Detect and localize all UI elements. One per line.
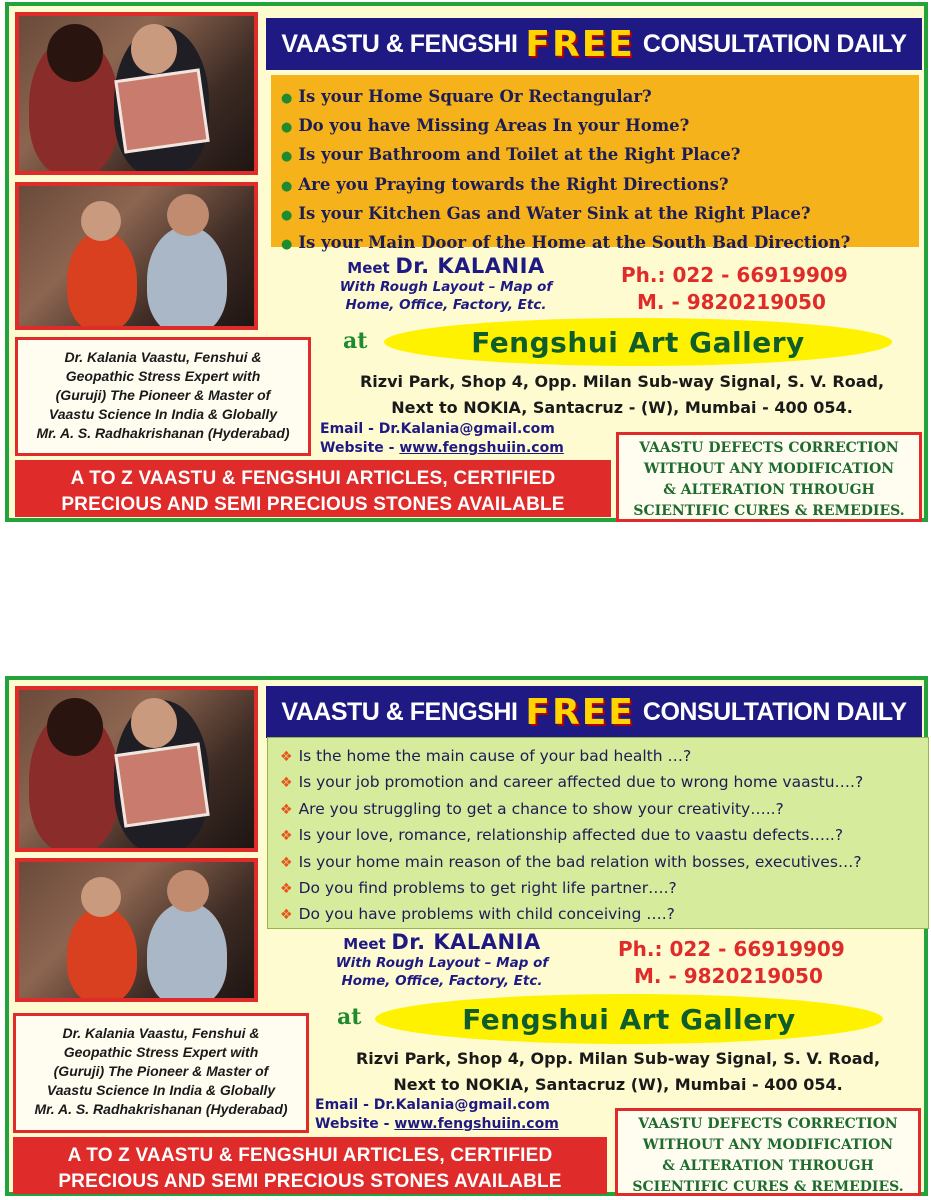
question-item	[281, 141, 919, 170]
defects-line: SCIENTIFIC CURES & REMEDIES.	[632, 1179, 904, 1195]
at-label: at	[343, 328, 368, 354]
articles-line: PRECIOUS AND SEMI PRECIOUS STONES AVAILABLE	[58, 1171, 562, 1192]
question-text: Do you have Missing Areas In your Home?	[298, 116, 690, 136]
articles-line: PRECIOUS AND SEMI PRECIOUS STONES AVAILABLE	[61, 494, 565, 515]
bio-box	[13, 1013, 309, 1133]
bullet-icon: ●	[281, 120, 293, 136]
bio-line: Mr. A. S. Radhakrishanan (Hyderabad)	[34, 1101, 288, 1117]
mobile-number: M. - 9820219050	[634, 964, 823, 988]
address-line-2: Next to NOKIA, Santacruz (W), Mumbai - 400 054.	[393, 1075, 843, 1094]
bullet-icon: ❖	[280, 775, 293, 792]
gallery-name: Fengshui Art Gallery	[375, 994, 883, 1044]
bullet-icon: ❖	[280, 749, 293, 765]
bullet-icon: ❖	[280, 907, 293, 924]
banner-text-pre: VAASTU & FENGSHI	[281, 697, 518, 726]
address-line-2: Next to NOKIA, Santacruz - (W), Mumbai - 400 054.	[391, 398, 853, 417]
defects-box	[615, 1108, 921, 1196]
bullet-icon: ❖	[280, 828, 293, 845]
doctor-name: Dr. KALANIA	[395, 254, 545, 278]
email-label: Email -	[315, 1097, 374, 1113]
question-item	[280, 797, 928, 823]
question-text: Are you struggling to get a chance to show your creativity…..?	[298, 799, 784, 818]
bio-line: (Guruji) The Pioneer & Master of	[55, 387, 271, 403]
bullet-icon: ❖	[280, 881, 293, 898]
bio-line: Mr. A. S. Radhakrishanan (Hyderabad)	[36, 425, 290, 441]
bio-box	[15, 337, 311, 456]
meet-sub-2: Home, Office, Factory, Etc.	[345, 297, 547, 313]
banner-free: FREE	[525, 691, 635, 733]
doctor-name: Dr. KALANIA	[391, 930, 541, 954]
question-item	[281, 83, 919, 112]
questions-box	[267, 737, 929, 929]
question-text: Do you find problems to get right life partner….?	[298, 879, 677, 898]
bullet-icon: ❖	[280, 801, 293, 818]
bio-line: Vaastu Science In India & Globally	[46, 1082, 276, 1098]
email-link[interactable]: Dr.Kalania@gmail.com	[378, 421, 555, 437]
email-link[interactable]: Dr.Kalania@gmail.com	[373, 1097, 550, 1113]
question-text: Do you have problems with child conceiving ….?	[298, 905, 675, 924]
bullet-icon: ●	[281, 149, 293, 165]
question-item	[281, 200, 919, 229]
address-line-1: Rizvi Park, Shop 4, Opp. Milan Sub-way Signal, S. V. Road,	[359, 372, 885, 391]
question-item	[280, 850, 928, 876]
question-text: Are you Praying towards the Right Directions?	[298, 174, 729, 194]
articles-line: A TO Z VAASTU & FENGSHUI ARTICLES, CERTIFIED	[70, 468, 556, 489]
bio-line: Vaastu Science In India & Globally	[48, 406, 278, 422]
contact-block	[315, 1096, 559, 1134]
meet-prefix: Meet	[343, 935, 386, 953]
consultation-banner	[266, 18, 922, 70]
question-item	[280, 876, 928, 902]
at-label: at	[337, 1004, 362, 1030]
question-text: Is your Kitchen Gas and Water Sink at the Right Place?	[298, 203, 811, 223]
banner-text-post: CONSULTATION DAILY	[642, 29, 907, 58]
question-text: Is your job promotion and career affected due to wrong home vaastu….?	[298, 773, 864, 792]
meet-sub-2: Home, Office, Factory, Etc.	[341, 973, 543, 989]
question-item	[280, 770, 928, 796]
question-item	[280, 744, 928, 770]
question-item	[281, 171, 919, 200]
meet-sub-1: With Rough Layout – Map of	[335, 955, 549, 971]
banner-text-post: CONSULTATION DAILY	[642, 697, 907, 726]
mobile-number: M. - 9820219050	[637, 290, 826, 314]
bullet-icon: ●	[281, 207, 293, 223]
phone-block	[621, 262, 848, 316]
questions-box	[271, 75, 919, 253]
address-line-1: Rizvi Park, Shop 4, Opp. Milan Sub-way Signal, S. V. Road,	[355, 1049, 881, 1068]
website-label: Website -	[320, 440, 400, 456]
photo-handshake	[15, 182, 258, 330]
defects-line: VAASTU DEFECTS CORRECTION	[638, 1116, 898, 1132]
phone-number: Ph.: 022 - 66919909	[618, 937, 845, 961]
address-block	[312, 1046, 924, 1098]
banner-text-pre: VAASTU & FENGSHI	[281, 29, 518, 58]
question-text: Is your Main Door of the Home at the South Bad Direction?	[298, 233, 851, 253]
defects-line: WITHOUT ANY MODIFICATION	[642, 1137, 894, 1153]
question-text: Is your home main reason of the bad relation with bosses, executives…?	[298, 852, 862, 871]
bullet-icon: ●	[281, 91, 293, 106]
meet-sub-1: With Rough Layout – Map of	[339, 279, 553, 295]
bullet-icon: ●	[281, 237, 293, 253]
articles-box	[13, 1137, 607, 1194]
consultation-banner	[266, 686, 922, 738]
question-item	[280, 823, 928, 849]
defects-line: & ALTERATION THROUGH	[663, 482, 875, 498]
banner-free: FREE	[525, 23, 635, 65]
photo-certificate	[15, 686, 258, 852]
defects-box	[616, 432, 922, 522]
defects-line: WITHOUT ANY MODIFICATION	[643, 461, 895, 477]
photo-certificate	[15, 12, 258, 175]
articles-line: A TO Z VAASTU & FENGSHUI ARTICLES, CERTIFIED	[67, 1145, 553, 1166]
question-item	[280, 902, 928, 928]
articles-box	[15, 460, 611, 517]
bio-line: Geopathic Stress Expert with	[63, 1044, 259, 1060]
question-text: Is your Bathroom and Toilet at the Right Place?	[298, 145, 741, 165]
gallery-name: Fengshui Art Gallery	[384, 318, 892, 366]
phone-block	[618, 936, 845, 990]
defects-line: VAASTU DEFECTS CORRECTION	[639, 440, 899, 456]
contact-block	[320, 420, 564, 458]
question-item	[281, 112, 919, 141]
website-link[interactable]: www.fengshuiin.com	[394, 1116, 559, 1132]
bio-line: Geopathic Stress Expert with	[65, 368, 261, 384]
bio-line: Dr. Kalania Vaastu, Fenshui &	[64, 349, 262, 365]
flyer-1	[5, 2, 928, 522]
phone-number: Ph.: 022 - 66919909	[621, 263, 848, 287]
address-block	[316, 369, 928, 421]
meet-block	[287, 930, 597, 990]
meet-prefix: Meet	[347, 259, 390, 277]
website-label: Website -	[315, 1116, 395, 1132]
question-text: Is the home the main cause of your bad health …?	[298, 747, 692, 765]
meet-block	[291, 254, 601, 314]
flyer-2	[5, 676, 928, 1196]
question-text: Is your Home Square Or Rectangular?	[298, 87, 652, 106]
question-text: Is your love, romance, relationship affected due to vaastu defects…..?	[298, 826, 844, 845]
bio-line: (Guruji) The Pioneer & Master of	[53, 1063, 269, 1079]
bio-line: Dr. Kalania Vaastu, Fenshui &	[62, 1025, 260, 1041]
defects-line: & ALTERATION THROUGH	[662, 1158, 874, 1174]
bullet-icon: ❖	[280, 854, 293, 871]
defects-line: SCIENTIFIC CURES & REMEDIES.	[633, 503, 905, 519]
bullet-icon: ●	[281, 178, 293, 194]
photo-handshake	[15, 858, 258, 1002]
website-link[interactable]: www.fengshuiin.com	[399, 440, 564, 456]
email-label: Email -	[320, 421, 379, 437]
